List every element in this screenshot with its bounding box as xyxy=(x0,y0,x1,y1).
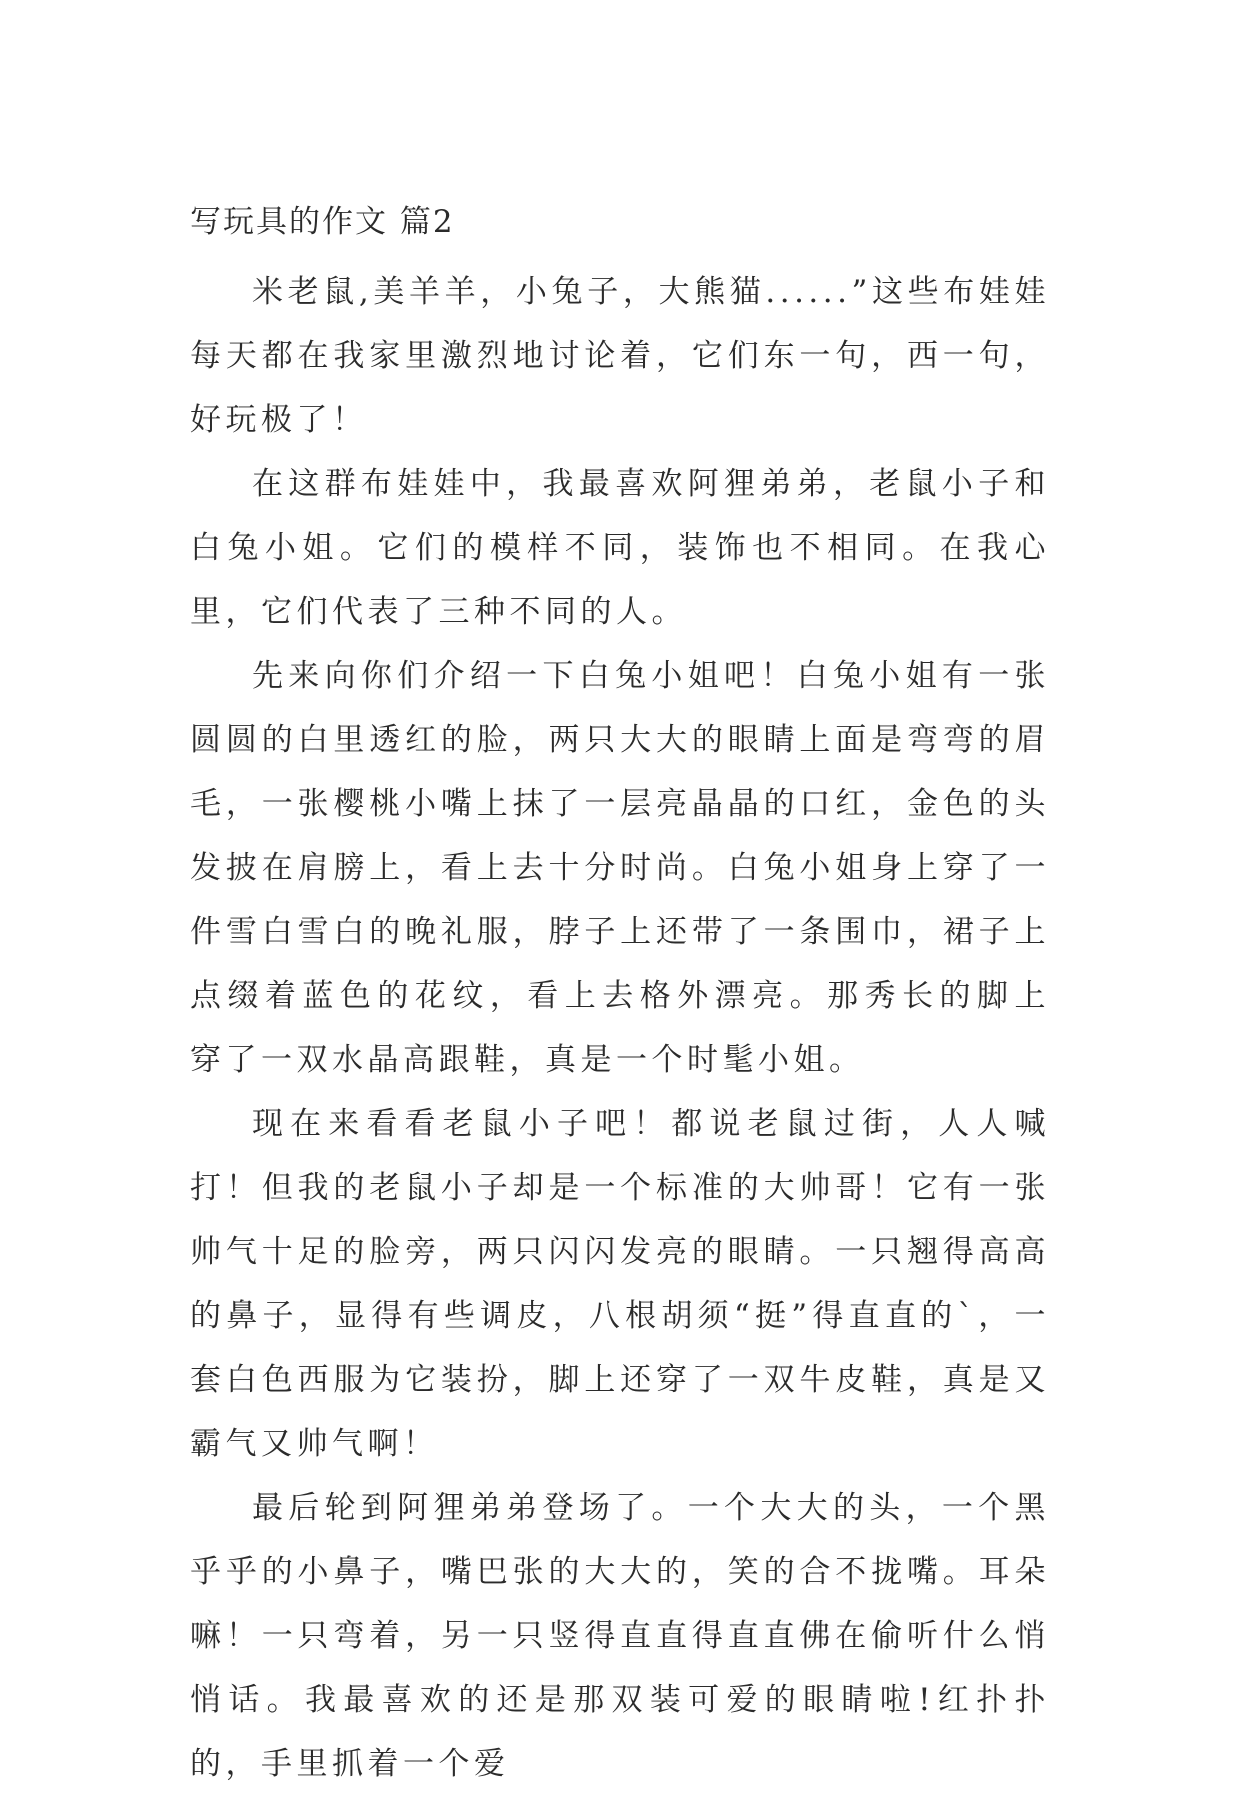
paragraph-3: 先来向你们介绍一下白兔小姐吧！白兔小姐有一张圆圆的白里透红的脸，两只大大的眼睛上面是弯弯的眉毛，一张樱桃小嘴上抹了一层亮晶晶的口红，金色的头发披在肩膀上，看上去十分时尚。白兔小姐身上穿了一件雪白雪白的晚礼服，脖子上还带了一条围巾，裙子上点缀着蓝色的花纹，看上去格外漂亮。那秀长的脚上 穿了一双水晶高跟鞋，真是一个时髦小姐。 xyxy=(190,658,1050,1078)
paragraph-5: 最后轮到阿狸弟弟登场了。一个大大的头，一个黑乎乎的小鼻子，嘴巴张的大大的，笑的合不拢嘴。耳朵嘛！一只弯着，另一只竖得直直得直直佛在偷听什么悄悄话。我最喜欢的还是那双装可爱的眼睛啦!红扑扑的，手里抓着一个爱 xyxy=(190,1490,1050,1782)
document-body xyxy=(190,200,1050,1796)
essay-title: 写玩具的作文 篇2 xyxy=(190,204,455,240)
paragraph-1: 米老鼠,美羊羊，小兔子，大熊猫......”这些布娃娃每天都在我家里激烈地讨论着，它们东一句，西一句，好玩极了！ xyxy=(190,274,1050,438)
paragraph-4: 现在来看看老鼠小子吧！都说老鼠过街，人人喊打！但我的老鼠小子却是一个标准的大帅哥！它有一张帅气十足的脸旁，两只闪闪发亮的眼睛。一只翘得高高的鼻子，显得有些调皮，八根胡须“挺”得直直的`，一套白色西服为它装扮，脚上还穿了一双牛皮鞋，真是又霸气又帅气啊！ xyxy=(190,1106,1050,1462)
paragraph-2: 在这群布娃娃中，我最喜欢阿狸弟弟，老鼠小子和白兔小姐。它们的模样不同，装饰也不相同。在我心里，它们代表了三种不同的人。 xyxy=(190,466,1050,630)
